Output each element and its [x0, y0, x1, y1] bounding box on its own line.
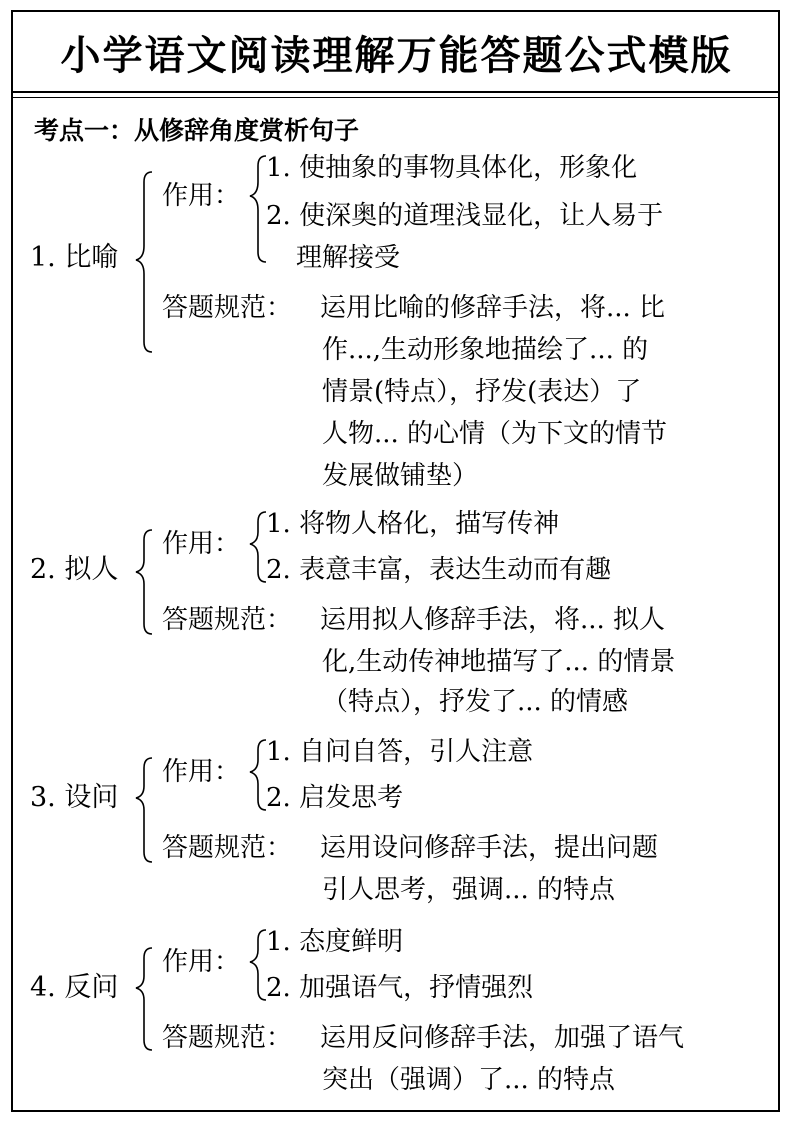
effect-line: 2. 启发思考 [266, 783, 404, 813]
answer-label: 答题规范： [162, 293, 293, 323]
effect-line: 1. 态度鲜明 [266, 927, 404, 957]
effect-label: 作用： [162, 757, 241, 787]
effect-line: 1. 将物人格化，描写传神 [266, 509, 560, 539]
effect-line: 2. 加强语气，抒情强烈 [266, 973, 534, 1003]
brace-effects-4 [250, 930, 266, 1000]
answer-line: 引人思考，强调... 的特点 [322, 875, 616, 905]
answer-line: 运用拟人修辞手法，将... 拟人 [320, 605, 666, 635]
answer-line: 化,生动传神地描写了... 的情景 [322, 647, 676, 677]
effect-line: 2. 使深奥的道理浅显化，让人易于 [266, 201, 664, 231]
effect-label: 作用： [162, 529, 241, 559]
item-label: 1. 比喻 [30, 242, 119, 273]
answer-line: 运用比喻的修辞手法，将... 比 [320, 293, 666, 323]
answer-line: （特点），抒发了... 的情感 [322, 687, 629, 717]
effect-line: 2. 表意丰富，表达生动而有趣 [266, 555, 612, 585]
brace-effects-2 [250, 512, 266, 582]
answer-line: 发展做铺垫） [322, 461, 479, 491]
brace-item-2 [136, 530, 152, 634]
item-label: 4. 反问 [30, 972, 119, 1003]
brace-item-4 [136, 948, 152, 1050]
item-label: 2. 拟人 [30, 554, 119, 585]
effect-line: 理解接受 [296, 243, 401, 273]
answer-line: 运用设问修辞手法，提出问题 [320, 833, 659, 863]
effect-label: 作用： [162, 947, 241, 977]
item-label: 3. 设问 [30, 782, 119, 813]
answer-line: 人物... 的心情（为下文的情节 [322, 419, 668, 449]
effect-label: 作用： [162, 181, 241, 211]
page-title: 小学语文阅读理解万能答题公式模版 [60, 33, 733, 79]
section-title: 考点一：从修辞角度赏析句子 [34, 116, 360, 145]
answer-line: 突出（强调）了... 的特点 [322, 1065, 616, 1095]
brace-item-3 [136, 758, 152, 862]
brace-effects-1 [250, 156, 266, 262]
brace-effects-3 [250, 740, 266, 810]
answer-line: 运用反问修辞手法，加强了语气 [320, 1023, 685, 1053]
answer-label: 答题规范： [162, 1023, 293, 1053]
answer-label: 答题规范： [162, 605, 293, 635]
answer-line: 情景(特点），抒发(表达）了 [322, 377, 642, 407]
brace-item-1 [136, 172, 152, 352]
effect-line: 1. 使抽象的事物具体化，形象化 [266, 153, 638, 183]
answer-label: 答题规范： [162, 833, 293, 863]
effect-line: 1. 自问自答，引人注意 [266, 737, 534, 767]
answer-line: 作...,生动形象地描绘了... 的 [322, 335, 649, 365]
